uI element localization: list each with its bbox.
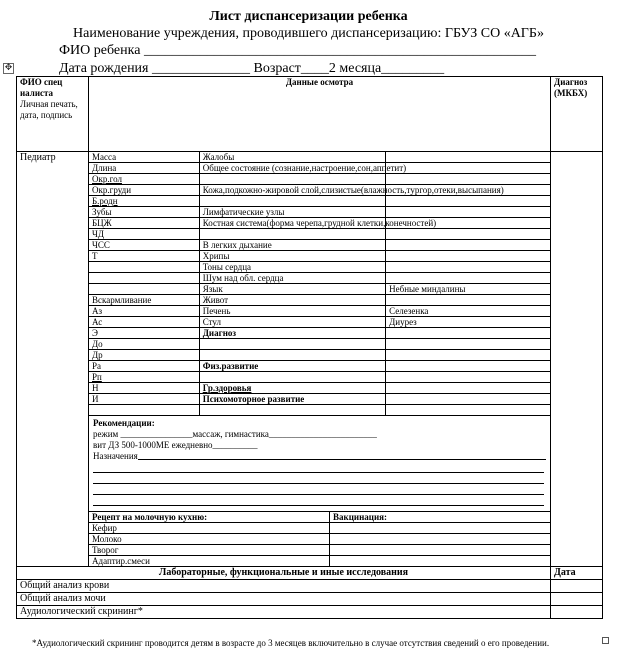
table-row	[89, 262, 550, 273]
exam-parameter[interactable]: ЧД	[89, 229, 199, 240]
exam-finding[interactable]: Физ.развитие	[199, 361, 385, 372]
examination-table	[16, 76, 603, 619]
exam-parameter[interactable]	[89, 262, 199, 273]
recommendations-block[interactable]	[89, 415, 550, 511]
exam-grid	[89, 152, 550, 415]
table-row	[89, 251, 550, 262]
vaccination-cell[interactable]	[330, 523, 550, 534]
exam-parameter[interactable]: Аз	[89, 306, 199, 317]
kitchen-item[interactable]: Кефир	[89, 523, 330, 534]
exam-finding-extra[interactable]	[386, 207, 550, 218]
exam-finding-extra[interactable]	[386, 405, 550, 416]
table-row	[89, 185, 550, 196]
exam-finding-extra[interactable]	[386, 262, 550, 273]
table-row	[89, 273, 550, 284]
diagnosis-cell[interactable]	[551, 152, 603, 567]
exam-finding-extra[interactable]: Небные миндалины	[386, 284, 550, 295]
exam-finding[interactable]: Жалобы	[199, 152, 385, 163]
exam-parameter[interactable]: До	[89, 339, 199, 350]
exam-finding-extra[interactable]	[386, 240, 550, 251]
exam-finding-extra[interactable]	[386, 372, 550, 383]
date-header: Дата	[551, 567, 603, 580]
table-move-handle-icon[interactable]: ✥	[4, 63, 13, 73]
blank-line[interactable]	[93, 462, 544, 473]
birth-date-line[interactable]: Дата рождения ______________ Возраст____2 месяца_________	[59, 61, 445, 76]
exam-finding-extra[interactable]	[386, 295, 550, 306]
exam-finding[interactable]: Шум над обл. сердца	[199, 273, 385, 284]
table-row	[89, 152, 550, 163]
col-header-diagnosis: Диагноз (МКБХ)	[551, 77, 603, 152]
blank-line[interactable]	[93, 473, 544, 484]
exam-parameter[interactable]: ЧСС	[89, 240, 199, 251]
col-header-specialist-label: ФИО специалиста	[20, 77, 63, 98]
exam-finding-extra[interactable]	[386, 196, 550, 207]
table-row	[89, 218, 550, 229]
table-row	[89, 174, 550, 185]
vaccination-cell[interactable]	[330, 545, 550, 556]
table-row	[89, 361, 550, 372]
col-header-specialist-sub: Личная печать, дата, подпись	[20, 99, 78, 120]
exam-finding-extra[interactable]	[386, 163, 550, 174]
exam-finding-extra[interactable]	[386, 394, 550, 405]
exam-finding[interactable]: Психомоторное развитие	[199, 394, 385, 405]
exam-finding[interactable]	[199, 350, 385, 361]
exam-finding-extra[interactable]	[386, 251, 550, 262]
table-row	[89, 229, 550, 240]
exam-finding-extra[interactable]	[386, 152, 550, 163]
kitchen-item[interactable]: Молоко	[89, 534, 330, 545]
exam-finding[interactable]: Общее состояние (сознание,настроение,сон,аппетит)	[199, 163, 385, 174]
exam-parameter[interactable]: Окр.груди	[89, 185, 199, 196]
table-row	[89, 163, 550, 174]
table-row	[89, 339, 550, 350]
table-row	[89, 196, 550, 207]
exam-parameter[interactable]: Э	[89, 328, 199, 339]
regime-line[interactable]: режим ________________массаж, гимнастика________________________	[93, 429, 377, 439]
exam-parameter[interactable]: Б.родн	[89, 196, 199, 207]
vitamin-line[interactable]: вит ДЗ 500-1000МЕ ежедневно__________	[93, 440, 258, 450]
form-title: Лист диспансеризации ребенка	[209, 9, 408, 24]
footnote: *Аудиологический скрининг проводится детям в возрасте до 3 месяцев включительно в случае отсутствия сведений о его проведении.	[32, 638, 550, 648]
table-row	[89, 372, 550, 383]
exam-finding[interactable]	[199, 229, 385, 240]
table-row	[89, 306, 550, 317]
exam-parameter[interactable]: Зубы	[89, 207, 199, 218]
blank-line[interactable]	[93, 484, 544, 495]
exam-finding[interactable]: Тоны сердца	[199, 262, 385, 273]
exam-parameter[interactable]: Длина	[89, 163, 199, 174]
exam-finding[interactable]	[199, 174, 385, 185]
lab-header: Лабораторные, функциональные и иные исследования	[17, 567, 551, 580]
recommendations-label: Рекомендации:	[93, 418, 155, 428]
table-row	[89, 284, 550, 295]
exam-finding[interactable]	[199, 196, 385, 207]
child-name-line[interactable]: ФИО ребенка ________________________________________________________	[59, 43, 536, 58]
specialist-cell[interactable]: Педиатр	[17, 152, 89, 567]
vaccination-cell[interactable]	[330, 556, 550, 567]
exam-finding[interactable]: Костная система(форма черепа,грудной клетки,конечностей)	[199, 218, 385, 229]
exam-data-cell	[89, 152, 551, 567]
exam-finding-extra[interactable]	[386, 229, 550, 240]
exam-finding-extra[interactable]	[386, 174, 550, 185]
table-row	[89, 328, 550, 339]
table-resize-handle[interactable]	[602, 637, 609, 644]
exam-finding[interactable]: Живот	[199, 295, 385, 306]
exam-finding-extra[interactable]	[386, 328, 550, 339]
exam-finding[interactable]: Диагноз	[199, 328, 385, 339]
kitchen-label: Рецепт на молочную кухню:	[89, 512, 330, 523]
table-row	[89, 405, 550, 416]
col-header-exam: Данные осмотра	[89, 77, 551, 152]
table-row	[89, 350, 550, 361]
kitchen-item[interactable]: Адаптир.смеси	[89, 556, 330, 567]
exam-parameter[interactable]: И	[89, 394, 199, 405]
exam-parameter[interactable]: Вскармливание	[89, 295, 199, 306]
table-row	[89, 295, 550, 306]
vaccination-cell[interactable]	[330, 534, 550, 545]
table-row	[89, 383, 550, 394]
exam-finding[interactable]: Стул	[199, 317, 385, 328]
col-header-specialist	[17, 77, 89, 152]
exam-finding[interactable]	[199, 405, 385, 416]
exam-finding-extra[interactable]	[386, 350, 550, 361]
exam-finding[interactable]: Гр.здоровья	[199, 383, 385, 394]
appointments-line[interactable]	[93, 451, 546, 462]
exam-parameter[interactable]: БЦЖ	[89, 218, 199, 229]
exam-parameter[interactable]: Ра	[89, 361, 199, 372]
exam-finding[interactable]: Кожа,подкожно-жировой слой,слизистые(влажность,тургор,отеки,высыпания)	[199, 185, 385, 196]
exam-finding-extra[interactable]	[386, 339, 550, 350]
exam-parameter[interactable]: Ас	[89, 317, 199, 328]
exam-parameter[interactable]: Окр.гол	[89, 174, 199, 185]
exam-finding[interactable]: Язык	[199, 284, 385, 295]
exam-parameter[interactable]: Т	[89, 251, 199, 262]
institution-line: Наименование учреждения, проводившего диспансеризацию: ГБУЗ СО «АГБ»	[73, 26, 544, 41]
lab-date-cell[interactable]	[551, 593, 603, 606]
exam-finding-extra[interactable]: Селезенка	[386, 306, 550, 317]
lab-date-cell[interactable]	[551, 580, 603, 593]
exam-parameter[interactable]	[89, 284, 199, 295]
table-row	[89, 240, 550, 251]
vaccination-label: Вакцинация:	[330, 512, 550, 523]
exam-parameter[interactable]	[89, 273, 199, 284]
exam-finding[interactable]	[199, 339, 385, 350]
table-row	[89, 317, 550, 328]
exam-finding[interactable]	[199, 372, 385, 383]
exam-finding-extra[interactable]: Диурез	[386, 317, 550, 328]
lab-row-urine[interactable]: Общий анализ мочи	[17, 593, 551, 606]
exam-parameter[interactable]: Н	[89, 383, 199, 394]
exam-parameter[interactable]	[89, 405, 199, 416]
exam-parameter[interactable]: Рп	[89, 372, 199, 383]
kitchen-grid	[89, 511, 550, 566]
exam-finding[interactable]: Лимфатические узлы	[199, 207, 385, 218]
exam-parameter[interactable]: Масса	[89, 152, 199, 163]
appointments-label: Назначения	[93, 451, 138, 461]
exam-finding[interactable]: Хрипы	[199, 251, 385, 262]
exam-finding[interactable]: В легких дыхание	[199, 240, 385, 251]
blank-line[interactable]	[93, 495, 544, 506]
exam-finding-extra[interactable]	[386, 383, 550, 394]
exam-finding[interactable]: Печень	[199, 306, 385, 317]
lab-row-audiology[interactable]: Аудиологический скрининг*	[17, 606, 551, 619]
kitchen-item[interactable]: Творог	[89, 545, 330, 556]
exam-parameter[interactable]: Др	[89, 350, 199, 361]
exam-finding-extra[interactable]	[386, 273, 550, 284]
table-row	[89, 394, 550, 405]
lab-date-cell[interactable]	[551, 606, 603, 619]
exam-finding-extra[interactable]	[386, 361, 550, 372]
table-row	[89, 207, 550, 218]
lab-row-blood[interactable]: Общий анализ крови	[17, 580, 551, 593]
